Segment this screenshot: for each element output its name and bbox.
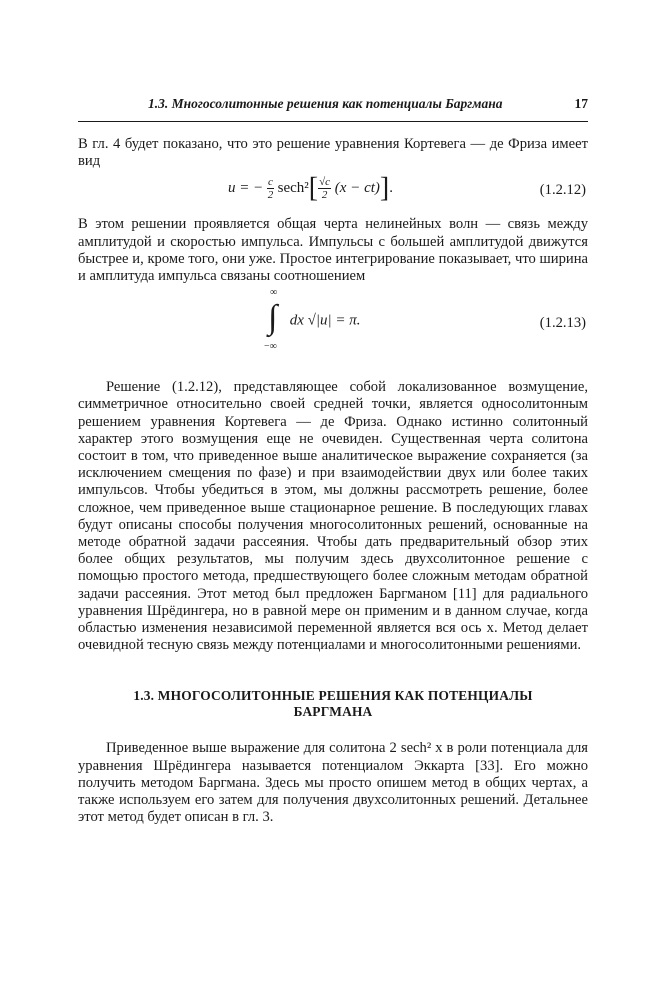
page-number: 17 <box>574 96 588 111</box>
equation-1212 <box>78 170 588 216</box>
eq1-arg-den: 2 <box>321 189 328 202</box>
equation-1213 <box>78 285 588 367</box>
integral-upper-limit: ∞ <box>270 287 278 299</box>
section-heading: 1.3. МНОГОСОЛИТОННЫЕ РЕШЕНИЯ КАК ПОТЕНЦИАЛЫ БАРГМАНА <box>133 688 533 720</box>
paragraph-eckart-potential: Приведенное выше выражение для солитона 2 sech² x в роли потенциала для уравнения Шрёдингера называется потенциалом Эккарта [33]. Его можно получить методом Баргмана. Здесь мы просто опишем метод в общих чертах, а также используем его затем для получения двухсолитонных решений. Детальнее этот метод будет описан в гл. 3. <box>78 740 588 826</box>
eq1-coef-den: 2 <box>267 189 274 202</box>
eq1-arg-rest: (x − ct) <box>334 180 380 197</box>
integral-sign: ∞ ∫ −∞ <box>264 287 278 353</box>
running-head <box>78 96 588 122</box>
running-title: 1.3. Многосолитонные решения как потенциалы Баргмана <box>148 96 503 111</box>
eq1-func: sech² <box>277 180 309 197</box>
book-page <box>78 96 588 826</box>
paragraph-nonlinear-waves: В этом решении проявляется общая черта нелинейных волн — связь между амплитудой и скоростью импульса. Импульсы с большей амплитудой движутся быстрее и, кроме того, они уже. Простое интегрирование показывает, что ширина и амплитуда импульса связаны соотношением <box>78 216 588 285</box>
equation-1213-body <box>264 287 361 353</box>
equation-1212-label: (1.2.12) <box>539 182 586 199</box>
equation-1212-body: u = − $\frac{c}{2}$ sech²[ $\frac{√c}{2}$ (x − ct)]. <box>228 172 393 204</box>
integral-lower-limit: −∞ <box>264 341 277 353</box>
eq1-arg-fraction <box>318 176 331 201</box>
eq2-integrand: dx √|u| = π. <box>289 312 361 329</box>
eq1-left-bracket: [ <box>308 172 319 204</box>
eq1-lhs: u = − <box>228 180 264 197</box>
eq1-right-bracket: ] <box>379 172 390 204</box>
equation-1213-label: (1.2.13) <box>539 315 586 332</box>
eq1-arg-num: √c <box>319 176 331 189</box>
intro-paragraph: В гл. 4 будет показано, что это решение уравнения Кортевега — де Фриза имеет вид <box>78 136 588 170</box>
eq1-coef-num: c <box>268 176 273 189</box>
eq1-coef-fraction <box>267 176 274 201</box>
paragraph-one-soliton: Решение (1.2.12), представляющее собой локализованное возмущение, симметричное относительно своей средней точки, является односолитонным решением уравнения Кортевега — де Фриза. Однако истинно солитонный характер этого возмущения еще не очевиден. Существенная черта солитона состоит в том, что приведенное выше аналитическое выражение сохраняется (за исключением смещения по фазе) и при взаимодействии двух или более таких импульсов. Чтобы убедиться в этом, мы должны рассмотреть решение, более сложное, чем приведенное выше стационарное решение. В последующих главах будут описаны способы получения многосолитонных решений, основанные на методе обратной задачи рассеяния. Чтобы дать предварительный обзор этих более общих результатов, мы получим здесь двухсолитонное решение с помощью простого метода, предшествующего более сложным методам обратной задачи рассеяния. Этот метод был предложен Баргманом [11] для радиального уравнения Шрёдингера, но в равной мере он применим и в данном случае, когда областью изменения независимой переменной является вся ось x. Метод делает очевидной тесную связь между потенциалами и многосолитонными решениями. <box>78 379 588 654</box>
